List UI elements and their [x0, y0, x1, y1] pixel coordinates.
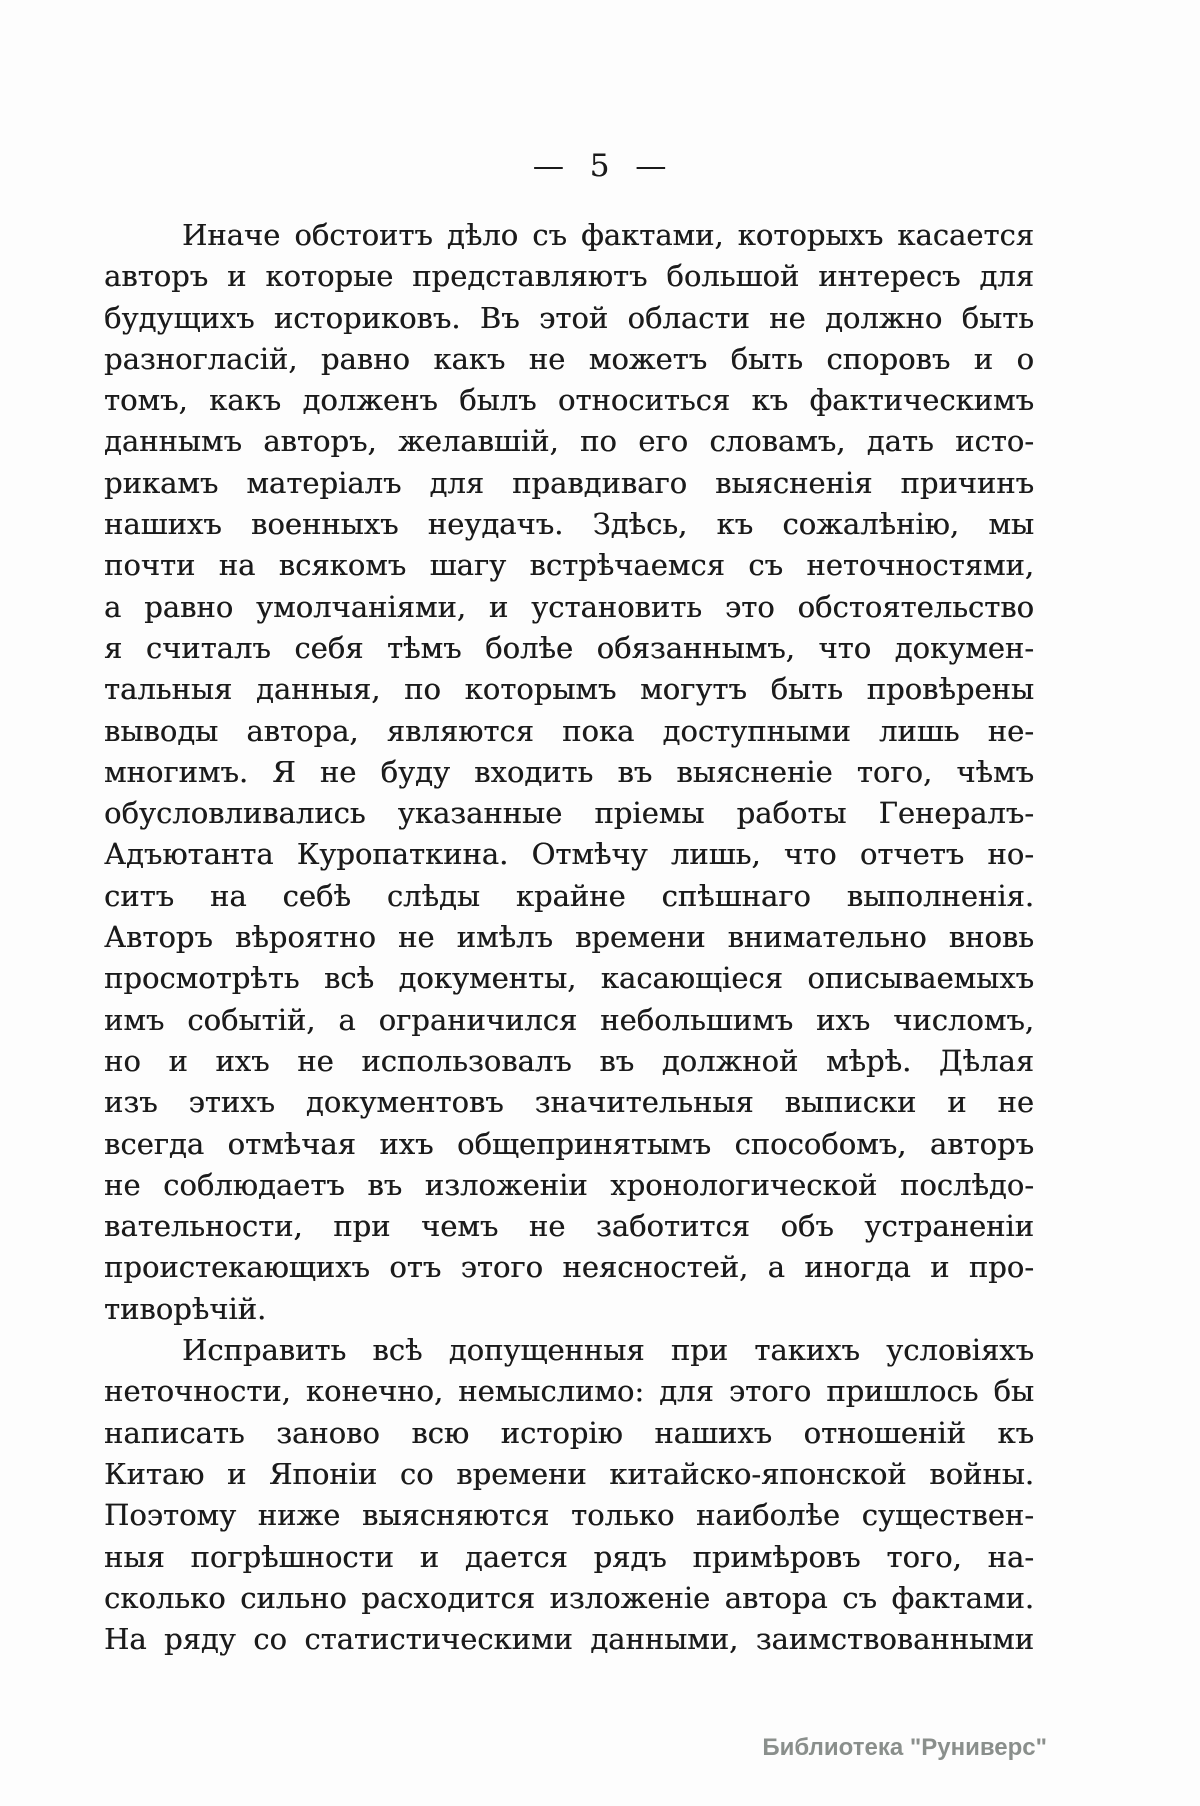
text-line: написать заново всю исторію нашихъ отношеній къ: [104, 1415, 1034, 1450]
text-line: Поэтому ниже выясняются только наиболѣе существен-: [104, 1498, 1034, 1533]
text-line: я считалъ себя тѣмъ болѣе обязаннымъ, что докумен-: [104, 630, 1034, 665]
text-line: нашихъ военныхъ неудачъ. Здѣсь, къ сожалѣнію, мы: [104, 507, 1034, 542]
text-line: выводы автора, являются пока доступными лишь не-: [104, 713, 1034, 748]
text-line: будущихъ историковъ. Въ этой области не должно быть: [104, 300, 1034, 335]
text-line: рикамъ матеріалъ для правдиваго выясненія причинъ: [104, 465, 1034, 500]
text-line: Исправить всѣ допущенныя при такихъ условіяхъ: [182, 1333, 1034, 1368]
text-line: Иначе обстоитъ дѣло съ фактами, которыхъ касается: [182, 218, 1034, 252]
text-line: даннымъ авторъ, желавшій, по его словамъ, дать исто-: [104, 424, 1034, 459]
text-line: ныя погрѣшности и дается рядъ примѣровъ того, на-: [104, 1539, 1034, 1574]
text-line: многимъ. Я не буду входить въ выясненіе того, чѣмъ: [104, 754, 1034, 789]
text-line: ситъ на себѣ слѣды крайне спѣшнаго выполненія.: [104, 878, 1034, 913]
text-line: почти на всякомъ шагу встрѣчаемся съ неточностями,: [104, 548, 1034, 583]
text-line: На ряду со статистическими данными, заимствованными: [104, 1622, 1034, 1657]
library-watermark: Библиотека "Руниверс": [762, 1734, 1047, 1761]
text-line: Адъютанта Куропаткина. Отмѣчу лишь, что отчетъ но-: [104, 837, 1034, 872]
text-line: обусловливались указанные пріемы работы Генералъ-: [104, 796, 1034, 831]
text-line: проистекающихъ отъ этого неясностей, а иногда и про-: [104, 1250, 1034, 1285]
text-line: не соблюдаетъ въ изложеніи хронологической послѣдо-: [104, 1167, 1034, 1202]
page-number: — 5 —: [532, 148, 668, 184]
text-line: Авторъ вѣроятно не имѣлъ времени внимательно вновь: [104, 920, 1034, 955]
text-line: а равно умолчаніями, и установить это обстоятельство: [104, 589, 1034, 624]
text-line: изъ этихъ документовъ значительныя выписки и не: [104, 1085, 1034, 1120]
text-line: всегда отмѣчая ихъ общепринятымъ способомъ, авторъ: [104, 1126, 1034, 1161]
text-line: вательности, при чемъ не заботится объ устраненіи: [104, 1209, 1034, 1244]
text-line: тальныя данныя, по которымъ могутъ быть провѣрены: [104, 672, 1034, 707]
body-text: [104, 215, 1034, 1660]
paragraph: [104, 215, 1034, 1330]
text-line: просмотрѣть всѣ документы, касающіеся описываемыхъ: [104, 961, 1034, 996]
text-line: авторъ и которые представляютъ большой интересъ для: [104, 259, 1034, 294]
paragraph: [104, 1330, 1034, 1660]
text-line: разногласій, равно какъ не можетъ быть споровъ и о: [104, 341, 1034, 376]
text-line: неточности, конечно, немыслимо: для этого пришлось бы: [104, 1374, 1034, 1409]
text-line: тиворѣчій.: [104, 1291, 267, 1326]
text-line: имъ событій, а ограничился небольшимъ ихъ числомъ,: [104, 1002, 1034, 1037]
text-line: томъ, какъ долженъ былъ относиться къ фактическимъ: [104, 383, 1034, 418]
text-line: но и ихъ не использовалъ въ должной мѣрѣ. Дѣлая: [104, 1043, 1034, 1078]
text-line: сколько сильно расходится изложеніе автора съ фактами.: [104, 1580, 1034, 1615]
text-line: Китаю и Японіи со времени китайско-японской войны.: [104, 1456, 1034, 1491]
